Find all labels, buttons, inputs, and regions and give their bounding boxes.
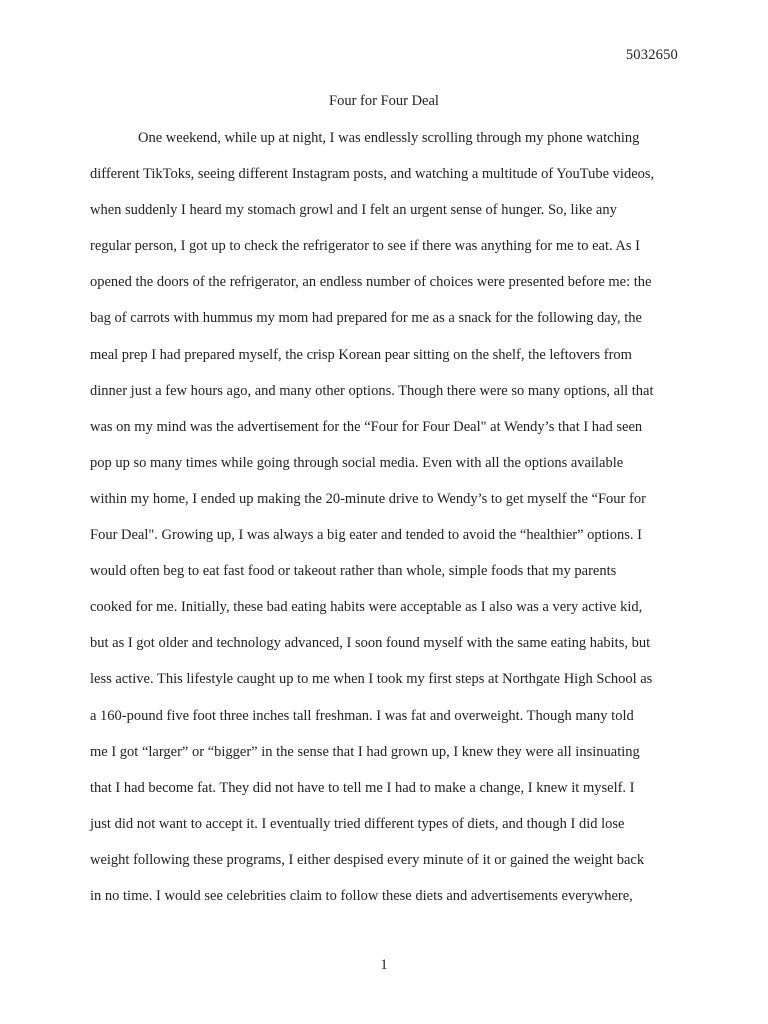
body-line: different TikToks, seeing different Instagram posts, and watching a multitude of YouTube videos,: [90, 166, 655, 183]
essay-body: [90, 120, 678, 914]
body-line: in no time. I would see celebrities claim to follow these diets and advertisements everywhere,: [90, 887, 633, 904]
body-line: cooked for me. Initially, these bad eating habits were acceptable as I also was a very active kid,: [90, 599, 643, 616]
body-line: dinner just a few hours ago, and many other options. Though there were so many options, all that: [90, 382, 654, 399]
body-line: Four Deal". Growing up, I was always a big eater and tended to avoid the “healthier” options. I: [90, 527, 642, 544]
body-line: that I had become fat. They did not have to tell me I had to make a change, I knew it myself. I: [90, 779, 635, 796]
page-number: 1: [380, 957, 388, 973]
body-line: just did not want to accept it. I eventually tried different types of diets, and though I did lose: [90, 815, 625, 832]
student-id-number: 5032650: [625, 47, 678, 63]
body-line: but as I got older and technology advanced, I soon found myself with the same eating habits, but: [90, 635, 651, 652]
body-line: meal prep I had prepared myself, the crisp Korean pear sitting on the shelf, the leftovers from: [90, 346, 632, 363]
body-line: One weekend, while up at night, I was endlessly scrolling through my phone watching: [138, 130, 640, 146]
body-line: less active. This lifestyle caught up to me when I took my first steps at Northgate High School as: [90, 671, 653, 688]
body-line: regular person, I got up to check the refrigerator to see if there was anything for me to eat. As I: [90, 238, 640, 255]
body-line: was on my mind was the advertisement for the “Four for Four Deal" at Wendy’s that I had seen: [90, 418, 643, 435]
body-line: pop up so many times while going through social media. Even with all the options available: [90, 454, 624, 471]
body-line: weight following these programs, I either despised every minute of it or gained the weight back: [90, 851, 645, 868]
body-line: bag of carrots with hummus my mom had prepared for me as a snack for the following day, the: [90, 310, 642, 327]
essay-title: Four for Four Deal: [329, 93, 439, 109]
body-line: opened the doors of the refrigerator, an endless number of choices were presented before me: the: [90, 274, 652, 291]
body-line: me I got “larger” or “bigger” in the sense that I had grown up, I knew they were all insinuating: [90, 743, 640, 760]
body-line: when suddenly I heard my stomach growl and I felt an urgent sense of hunger. So, like any: [90, 202, 617, 219]
body-line: within my home, I ended up making the 20-minute drive to Wendy’s to get myself the “Four for: [90, 490, 646, 507]
body-line: would often beg to eat fast food or takeout rather than whole, simple foods that my parents: [90, 563, 617, 580]
body-line: a 160-pound five foot three inches tall freshman. I was fat and overweight. Though many told: [90, 707, 634, 724]
